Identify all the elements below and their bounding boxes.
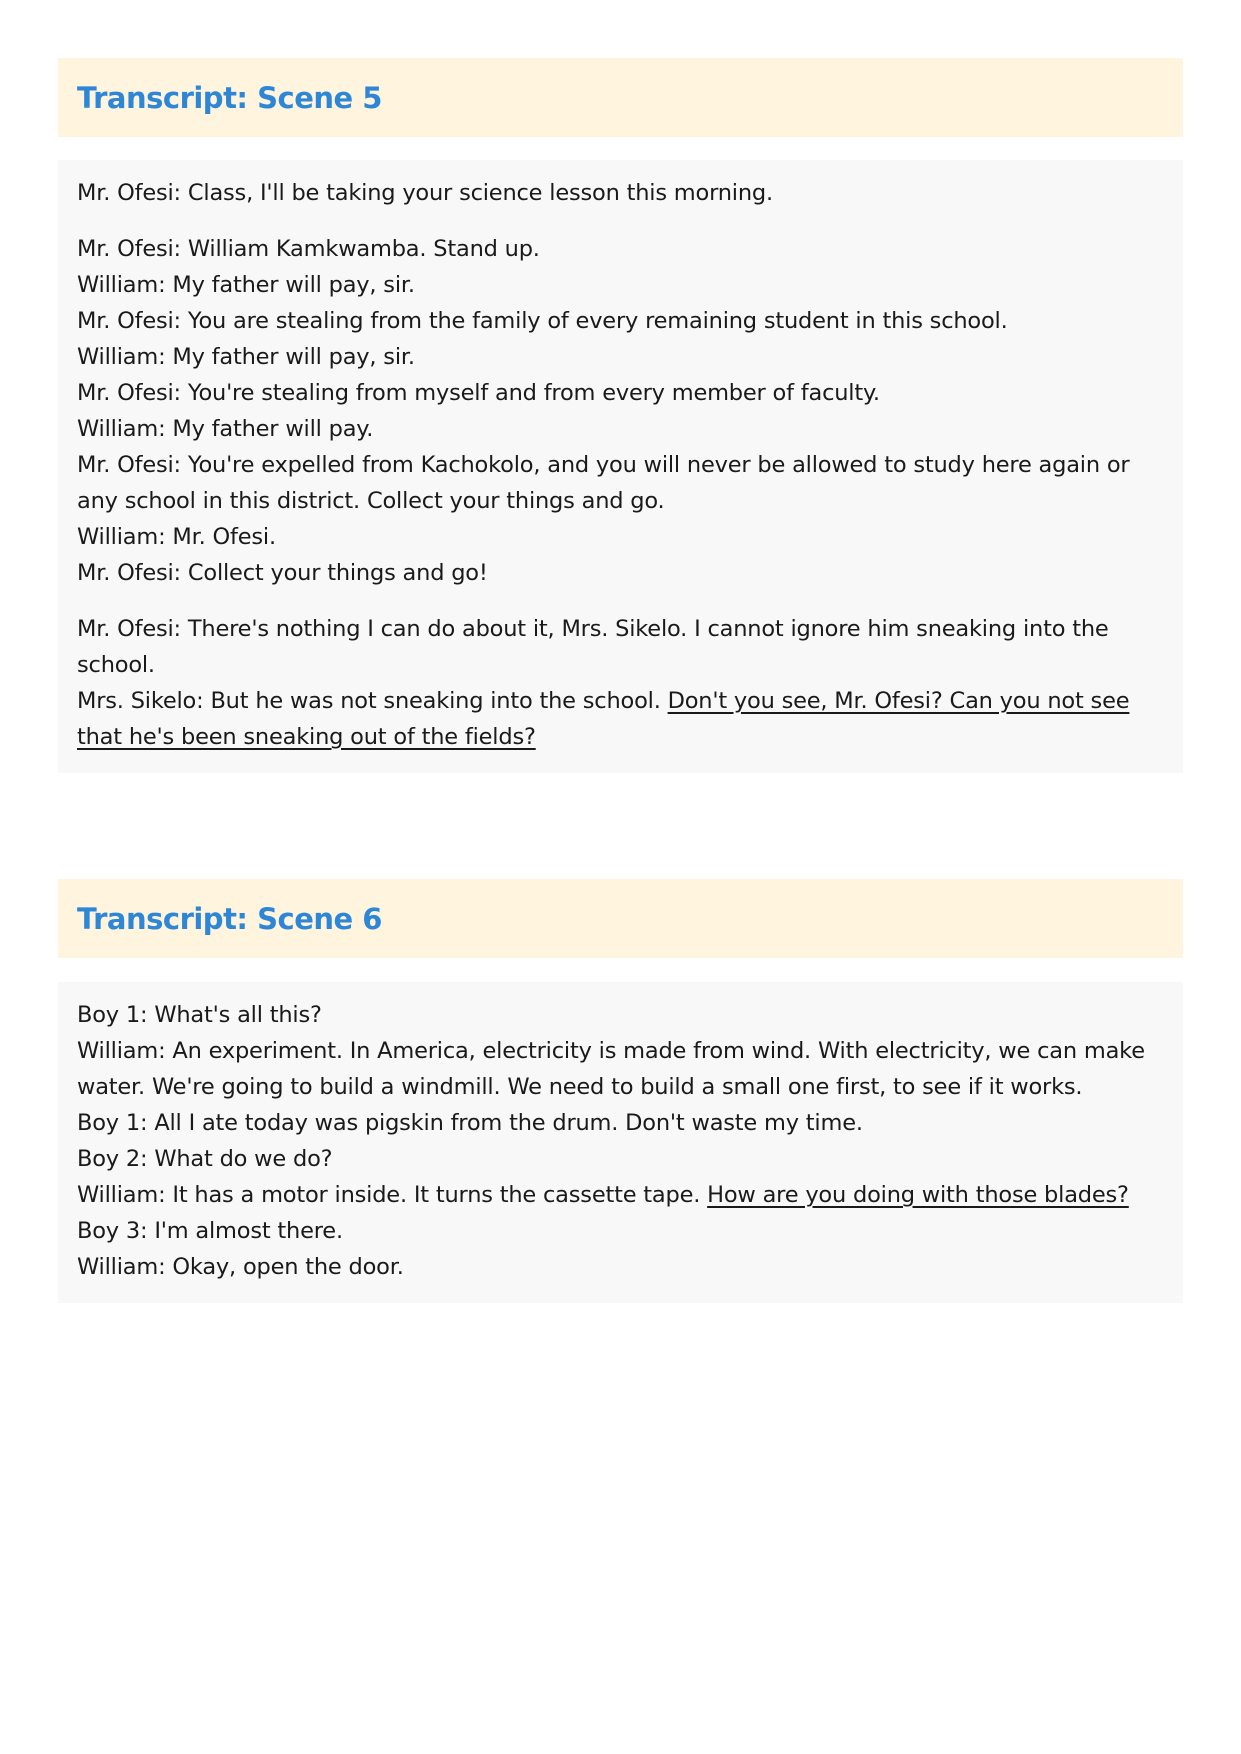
scene6-paragraph-1 xyxy=(77,997,1164,1285)
transcript-line: Boy 3: I'm almost there. xyxy=(77,1218,343,1244)
transcript-line: William: My father will pay, sir. xyxy=(77,272,415,298)
transcript-line: Boy 1: What's all this? xyxy=(77,1002,322,1028)
scene6-title: Transcript: Scene 6 xyxy=(77,901,382,936)
underlined-text: How are you doing with those blades? xyxy=(707,1182,1129,1208)
transcript-line: William: Mr. Ofesi. xyxy=(77,524,276,550)
transcript-line: William: My father will pay. xyxy=(77,416,374,442)
transcript-line xyxy=(77,1177,1164,1213)
scene6-header xyxy=(58,879,1183,958)
transcript-line: Mr. Ofesi: You're expelled from Kachokolo, and you will never be allowed to study here again or xyxy=(77,452,1130,478)
transcript-line: Mr. Ofesi: William Kamkwamba. Stand up. xyxy=(77,236,540,262)
scene5-paragraph-1 xyxy=(77,175,1164,211)
scene5-title: Transcript: Scene 5 xyxy=(77,80,382,115)
scene5-paragraph-2 xyxy=(77,231,1164,591)
underlined-text: that he's been sneaking out of the fields? xyxy=(77,724,536,750)
transcript-line: William: Okay, open the door. xyxy=(77,1254,404,1280)
underlined-text: Don't you see, Mr. Ofesi? Can you not see xyxy=(667,688,1130,714)
transcript-text: William: It has a motor inside. It turns the cassette tape. xyxy=(77,1182,708,1208)
transcript-line: water. We're going to build a windmill. We need to build a small one first, to see if it works. xyxy=(77,1074,1083,1100)
transcript-line: Mr. Ofesi: You're stealing from myself and from every member of faculty. xyxy=(77,380,880,406)
transcript-text: Mrs. Sikelo: But he was not sneaking into the school. xyxy=(77,688,668,714)
scene5-transcript xyxy=(58,160,1183,773)
transcript-line: Mr. Ofesi: Collect your things and go! xyxy=(77,560,488,586)
transcript-line: any school in this district. Collect your things and go. xyxy=(77,488,665,514)
scene5-paragraph-3 xyxy=(77,611,1164,755)
transcript-line: Mr. Ofesi: Class, I'll be taking your science lesson this morning. xyxy=(77,180,773,206)
transcript-line: Mr. Ofesi: You are stealing from the family of every remaining student in this school. xyxy=(77,308,1008,334)
transcript-line: Mr. Ofesi: There's nothing I can do about it, Mrs. Sikelo. I cannot ignore him sneaking into the xyxy=(77,616,1109,642)
transcript-line: school. xyxy=(77,652,155,678)
scene5-header xyxy=(58,58,1183,137)
scene6-transcript xyxy=(58,982,1183,1303)
transcript-line xyxy=(77,683,1164,719)
transcript-line: Boy 2: What do we do? xyxy=(77,1146,333,1172)
transcript-line: William: An experiment. In America, electricity is made from wind. With electricity, we can make xyxy=(77,1038,1145,1064)
transcript-line: William: My father will pay, sir. xyxy=(77,344,415,370)
transcript-line: Boy 1: All I ate today was pigskin from the drum. Don't waste my time. xyxy=(77,1110,863,1136)
